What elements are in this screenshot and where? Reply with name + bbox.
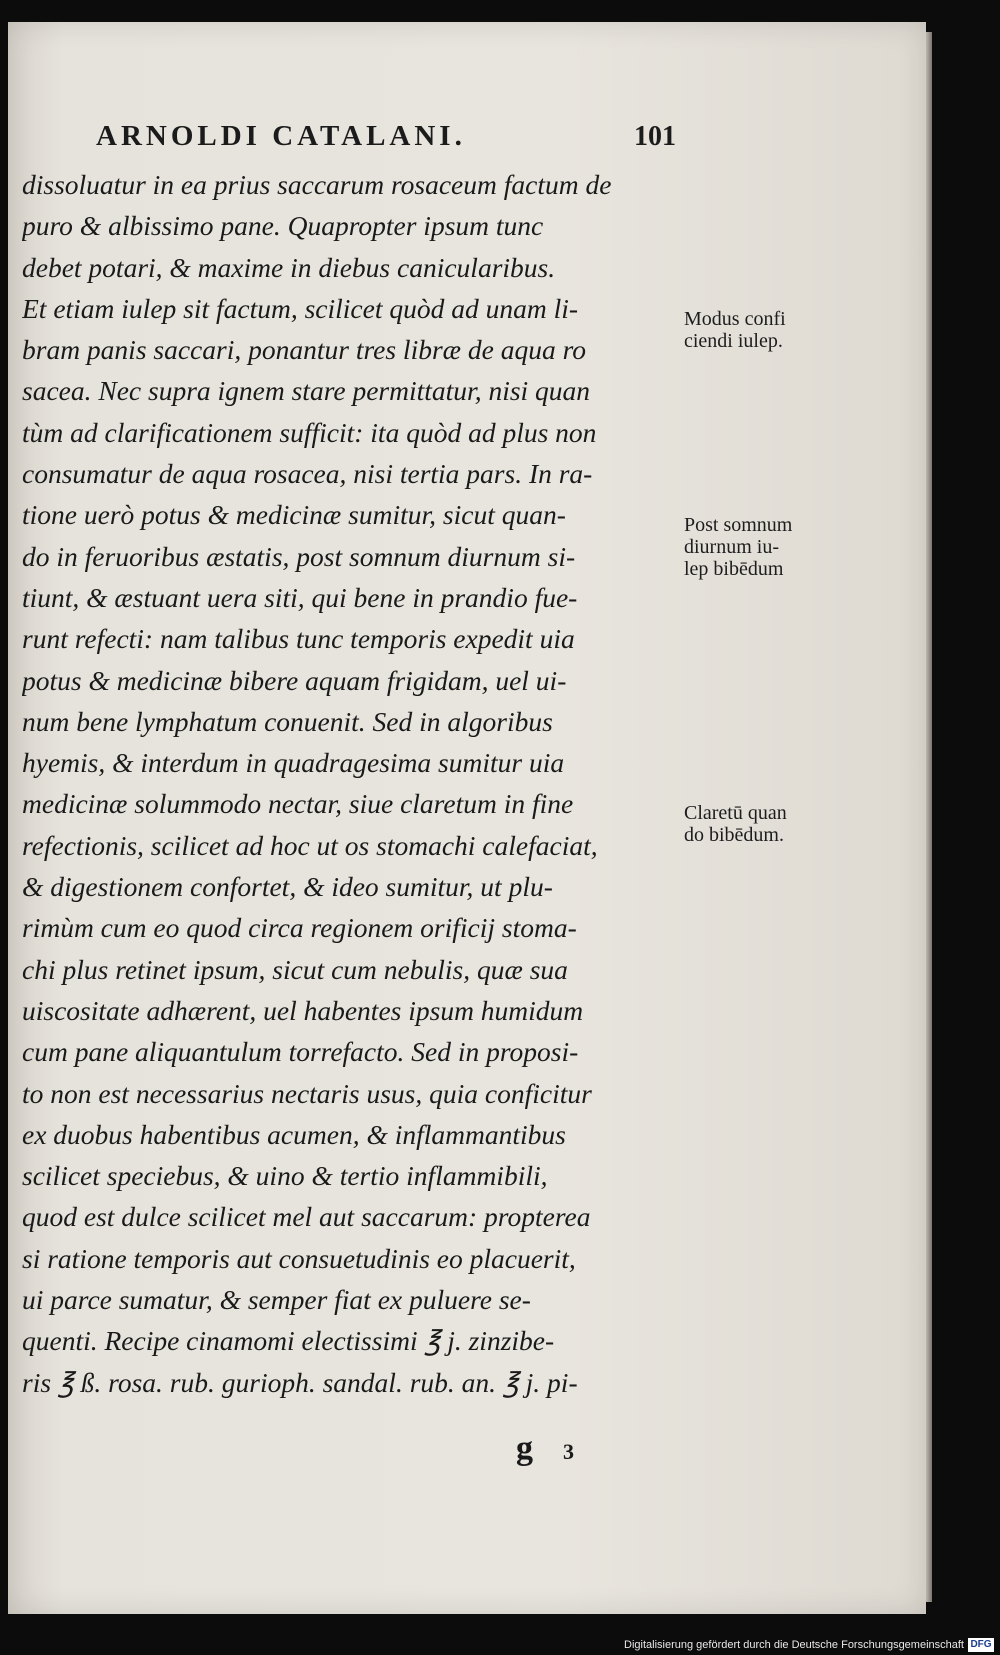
dfg-logo-icon: DFG [968, 1638, 994, 1652]
text-line: hyemis, & interdum in quadragesima sumitur uia [22, 747, 565, 779]
text-line: quod est dulce scilicet mel aut saccarum: propterea [22, 1201, 591, 1233]
text-line: bram panis saccari, ponantur tres libræ de aqua ro [22, 334, 587, 366]
footer-bar [0, 1633, 1000, 1655]
text-line: potus & medicinæ bibere aquam frigidam, uel ui- [22, 664, 567, 696]
text-line: scilicet speciebus, & uino & tertio inflammibili, [22, 1160, 548, 1192]
text-line: puro & albissimo pane. Quapropter ipsum tunc [22, 210, 544, 242]
margin-note-line: Claretū quan [684, 802, 787, 824]
text-line: tiunt, & æstuant uera siti, qui bene in prandio fue- [22, 581, 578, 613]
signature-number: 3 [563, 1439, 574, 1464]
margin-note-line: ciendi iulep. [684, 330, 783, 352]
running-head [96, 120, 676, 153]
signature-letter: g [516, 1430, 533, 1467]
margin-note-post-somnum [684, 514, 854, 580]
text-line: do in feruoribus æstatis, post somnum diurnum si- [22, 540, 576, 572]
text-line: debet potari, & maxime in diebus canicularibus. [22, 251, 556, 283]
margin-note-line: Post somnum [684, 514, 793, 536]
text-line: to non est necessarius nectaris usus, quia conficitur [22, 1077, 592, 1109]
running-title: ARNOLDI CATALANI. [96, 120, 466, 152]
dfg-credit: Digitalisierung gefördert durch die Deutsche Forschungsgemeinschaft [624, 1639, 964, 1651]
page-number: 101 [634, 121, 676, 152]
margin-note-line: diurnum iu- [684, 536, 779, 558]
text-line: medicinæ solummodo nectar, siue claretum in fine [22, 788, 574, 820]
margin-note-iulep [684, 308, 854, 352]
signature-mark [516, 1430, 574, 1468]
body-text [22, 164, 672, 1403]
text-line: num bene lymphatum conuenit. Sed in algoribus [22, 705, 553, 737]
text-line: rimùm cum eo quod circa regionem orificij stoma- [22, 912, 577, 944]
page-edge [926, 32, 932, 1602]
text-line: & digestionem confortet, & ideo sumitur, ut plu- [22, 871, 553, 903]
text-line: runt refecti: nam talibus tunc temporis expedit uia [22, 623, 575, 655]
text-line: tùm ad clarificationem sufficit: ita quòd ad plus non [22, 416, 597, 448]
text-line: cum pane aliquantulum torrefacto. Sed in proposi- [22, 1036, 579, 1068]
book-page [8, 22, 926, 1614]
text-line: sacea. Nec supra ignem stare permittatur, nisi quan [22, 375, 591, 407]
text-line: consumatur de aqua rosacea, nisi tertia pars. In ra- [22, 458, 593, 490]
margin-note-claretum [684, 802, 854, 846]
text-line: refectionis, scilicet ad hoc ut os stomachi calefaciat, [22, 829, 598, 861]
text-line: chi plus retinet ipsum, sicut cum nebulis, quæ sua [22, 953, 568, 985]
text-line: quenti. Recipe cinamomi electissimi ℥ j. zinzibe- [22, 1325, 555, 1357]
text-line: tione uerò potus & medicinæ sumitur, sicut quan- [22, 499, 566, 531]
text-line: ui parce sumatur, & semper fiat ex puluere se- [22, 1284, 531, 1316]
margin-note-line: lep bibēdum [684, 558, 784, 580]
text-line: Et etiam iulep sit factum, scilicet quòd ad unam li- [22, 292, 579, 324]
text-line: dissoluatur in ea prius saccarum rosaceum factum de [22, 169, 612, 200]
margin-note-line: Modus confi [684, 308, 786, 330]
text-line: ex duobus habentibus acumen, & inflammantibus [22, 1118, 566, 1150]
text-line: si ratione temporis aut consuetudinis eo placuerit, [22, 1242, 576, 1274]
margin-note-line: do bibēdum. [684, 824, 784, 846]
text-line: ris ℥ ß. rosa. rub. gurioph. sandal. rub. an. ℥ j. pi- [22, 1366, 578, 1398]
text-line: uiscositate adhærent, uel habentes ipsum humidum [22, 994, 584, 1026]
